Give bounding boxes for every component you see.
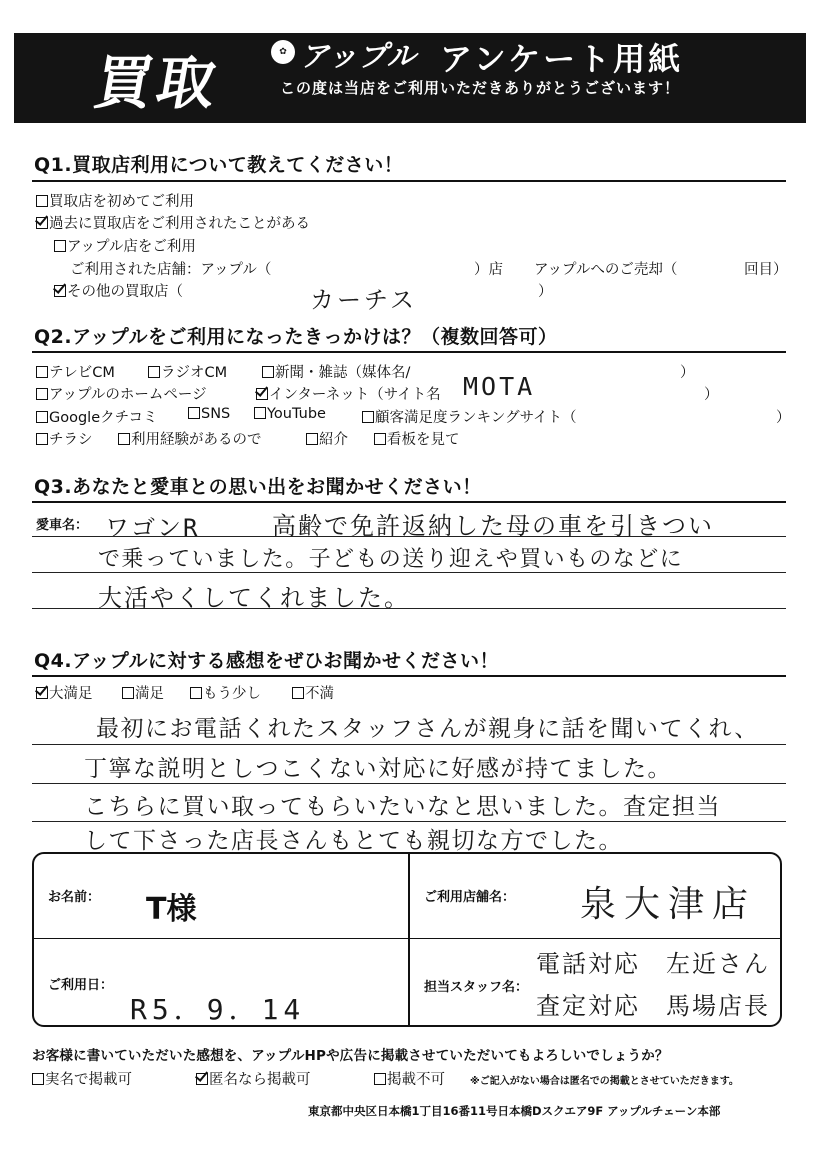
q2-ranking-close: ）: [776, 410, 791, 426]
q2-divider: [32, 351, 786, 353]
checkbox-checked[interactable]: [36, 687, 48, 699]
checkbox[interactable]: [118, 433, 130, 445]
checkbox-checked[interactable]: [36, 217, 48, 229]
q4-answer-line-2[interactable]: 丁寧な説明としつこくない対応に好感が持てました。: [84, 756, 672, 782]
checkbox[interactable]: [362, 411, 374, 423]
visit-date-value[interactable]: R5．9．14: [130, 993, 306, 1026]
q3-writing-line: [32, 572, 786, 573]
checkbox[interactable]: [36, 195, 48, 207]
q4-divider: [32, 675, 786, 677]
q1-divider: [32, 180, 786, 182]
q2-title: Q2.アップルをご利用になったきっかけは？（複数回答可）: [34, 326, 558, 348]
store-name-label: ご利用店舗名：: [424, 890, 516, 905]
checkbox[interactable]: [36, 433, 48, 445]
checkbox[interactable]: [32, 1073, 44, 1085]
q2-option-homepage[interactable]: アップルのホームページ: [36, 383, 207, 404]
q4-writing-line: [32, 744, 786, 745]
checkbox[interactable]: [292, 687, 304, 699]
staff-name-line-1[interactable]: 電話対応 左近さん: [536, 950, 770, 978]
consent-option-real-name[interactable]: 実名で掲載可: [32, 1068, 132, 1089]
checkbox[interactable]: [374, 433, 386, 445]
q3-answer-line-3[interactable]: 大活やくしてくれました。: [98, 584, 410, 612]
q4-option-very-satisfied[interactable]: 大満足: [36, 682, 93, 703]
q4-answer-line-1[interactable]: 最初にお電話くれたスタッフさんが親身に話を聞いてくれ、: [96, 716, 759, 742]
q3-title: Q3.あなたと愛車との思い出をお聞かせください！: [34, 476, 482, 498]
store-name-value[interactable]: 泉大津店: [580, 884, 757, 925]
q3-car-name-label: 愛車名：: [36, 518, 89, 533]
q1-title: Q1.買取店利用について教えてください！: [34, 154, 404, 176]
name-label: お名前：: [48, 890, 101, 905]
q2-option-experience[interactable]: 利用経験があるので: [118, 428, 262, 449]
q2-option-radio[interactable]: ラジオCM: [148, 361, 227, 382]
q4-option-satisfied[interactable]: 満足: [122, 682, 164, 703]
q2-option-google[interactable]: Googleクチコミ: [36, 406, 158, 427]
q2-option-newspaper[interactable]: 新聞・雑誌（媒体名/: [262, 361, 410, 382]
q1-store-name-label: ご利用された店舗：アップル（: [70, 262, 272, 278]
q3-writing-line: [32, 536, 786, 537]
q2-internet-site-value[interactable]: MOTA: [463, 372, 536, 401]
checkbox[interactable]: [36, 366, 48, 378]
checkbox[interactable]: [306, 433, 318, 445]
panel-vertical-divider: [408, 854, 410, 1025]
header-title: アンケート用紙: [440, 40, 684, 78]
q3-answer-line-1[interactable]: 高齢で免許返納した母の車を引きつい: [272, 512, 714, 540]
staff-name-label: 担当スタッフ名：: [424, 980, 529, 995]
panel-horizontal-divider: [34, 938, 780, 939]
q1-option-other-store[interactable]: その他の買取店（: [54, 280, 183, 301]
q2-newspaper-close: ）: [680, 365, 695, 381]
consent-option-anonymous[interactable]: 匿名なら掲載可: [196, 1068, 311, 1089]
checkbox-checked[interactable]: [196, 1073, 208, 1085]
checkbox-checked[interactable]: [256, 388, 268, 400]
visit-date-label: ご利用日：: [48, 978, 114, 993]
q4-title: Q4.アップルに対する感想をぜひお聞かせください！: [34, 650, 500, 672]
q2-option-tv[interactable]: テレビCM: [36, 361, 115, 382]
q1-store-name-suffix: ）店: [474, 262, 503, 278]
q4-writing-line: [32, 783, 786, 784]
checkbox[interactable]: [148, 366, 160, 378]
header-subtitle: この度は当店をご利用いただきありがとうございます！: [280, 79, 681, 97]
q1-visits-label: アップルへのご売却（: [534, 262, 678, 278]
q1-other-close: ）: [538, 284, 553, 300]
q2-option-youtube[interactable]: YouTube: [254, 406, 326, 422]
q3-divider: [32, 501, 786, 503]
q2-option-ranking-site[interactable]: 顧客満足度ランキングサイト（: [362, 406, 577, 427]
q4-option-a-bit-more[interactable]: もう少し: [190, 682, 261, 703]
consent-option-not-allowed[interactable]: 掲載不可: [374, 1068, 445, 1089]
q2-option-internet[interactable]: インターネット（サイト名: [256, 383, 441, 404]
q1-option-first-time[interactable]: 買取店を初めてご利用: [36, 190, 194, 211]
name-value[interactable]: T様: [146, 892, 197, 927]
staff-name-line-2[interactable]: 査定対応 馬場店長: [536, 992, 770, 1020]
q2-option-referral[interactable]: 紹介: [306, 428, 348, 449]
checkbox[interactable]: [36, 388, 48, 400]
q3-car-name-value[interactable]: ワゴンR: [105, 514, 200, 542]
checkbox[interactable]: [254, 407, 266, 419]
q4-answer-line-3[interactable]: こちらに買い取ってもらいたいなと思いました。査定担当: [84, 794, 721, 820]
footer-address: 東京都中央区日本橋1丁目16番11号日本橋Dスクエア9F アップルチェーン本部: [308, 1104, 721, 1118]
q3-answer-line-2[interactable]: で乗っていました。子どもの送り迎えや買いものなどに: [98, 547, 684, 572]
q1-option-past-use[interactable]: 過去に買取店をご利用されたことがある: [36, 212, 310, 233]
checkbox[interactable]: [36, 411, 48, 423]
q1-other-store-value[interactable]: カーチス: [310, 286, 418, 314]
q4-option-dissatisfied[interactable]: 不満: [292, 682, 334, 703]
q3-writing-line: [32, 608, 786, 609]
checkbox[interactable]: [188, 407, 200, 419]
brand-logo-text: アップル: [300, 39, 417, 73]
q2-internet-close: ）: [704, 387, 719, 403]
q1-option-apple-store[interactable]: アップル店をご利用: [54, 235, 196, 256]
q2-option-sns[interactable]: SNS: [188, 406, 230, 422]
consent-note: ※ご記入がない場合は匿名での掲載とさせていただきます。: [470, 1076, 739, 1087]
header-kaitori-title: 買取: [89, 49, 226, 117]
checkbox[interactable]: [262, 366, 274, 378]
apple-logo-icon: ✿: [271, 40, 295, 64]
consent-question: お客様に書いていただいた感想を、アップルHPや広告に掲載させていただいてもよろしいでしょうか？: [32, 1048, 669, 1064]
q2-option-flyer[interactable]: チラシ: [36, 428, 93, 449]
q2-option-signboard[interactable]: 看板を見て: [374, 428, 460, 449]
checkbox[interactable]: [374, 1073, 386, 1085]
checkbox[interactable]: [54, 240, 66, 252]
checkbox[interactable]: [190, 687, 202, 699]
checkbox-checked[interactable]: [54, 285, 66, 297]
q4-answer-line-4[interactable]: して下さった店長さんもとても親切な方でした。: [84, 828, 623, 854]
q1-visits-suffix: 回目）: [744, 262, 788, 278]
checkbox[interactable]: [122, 687, 134, 699]
